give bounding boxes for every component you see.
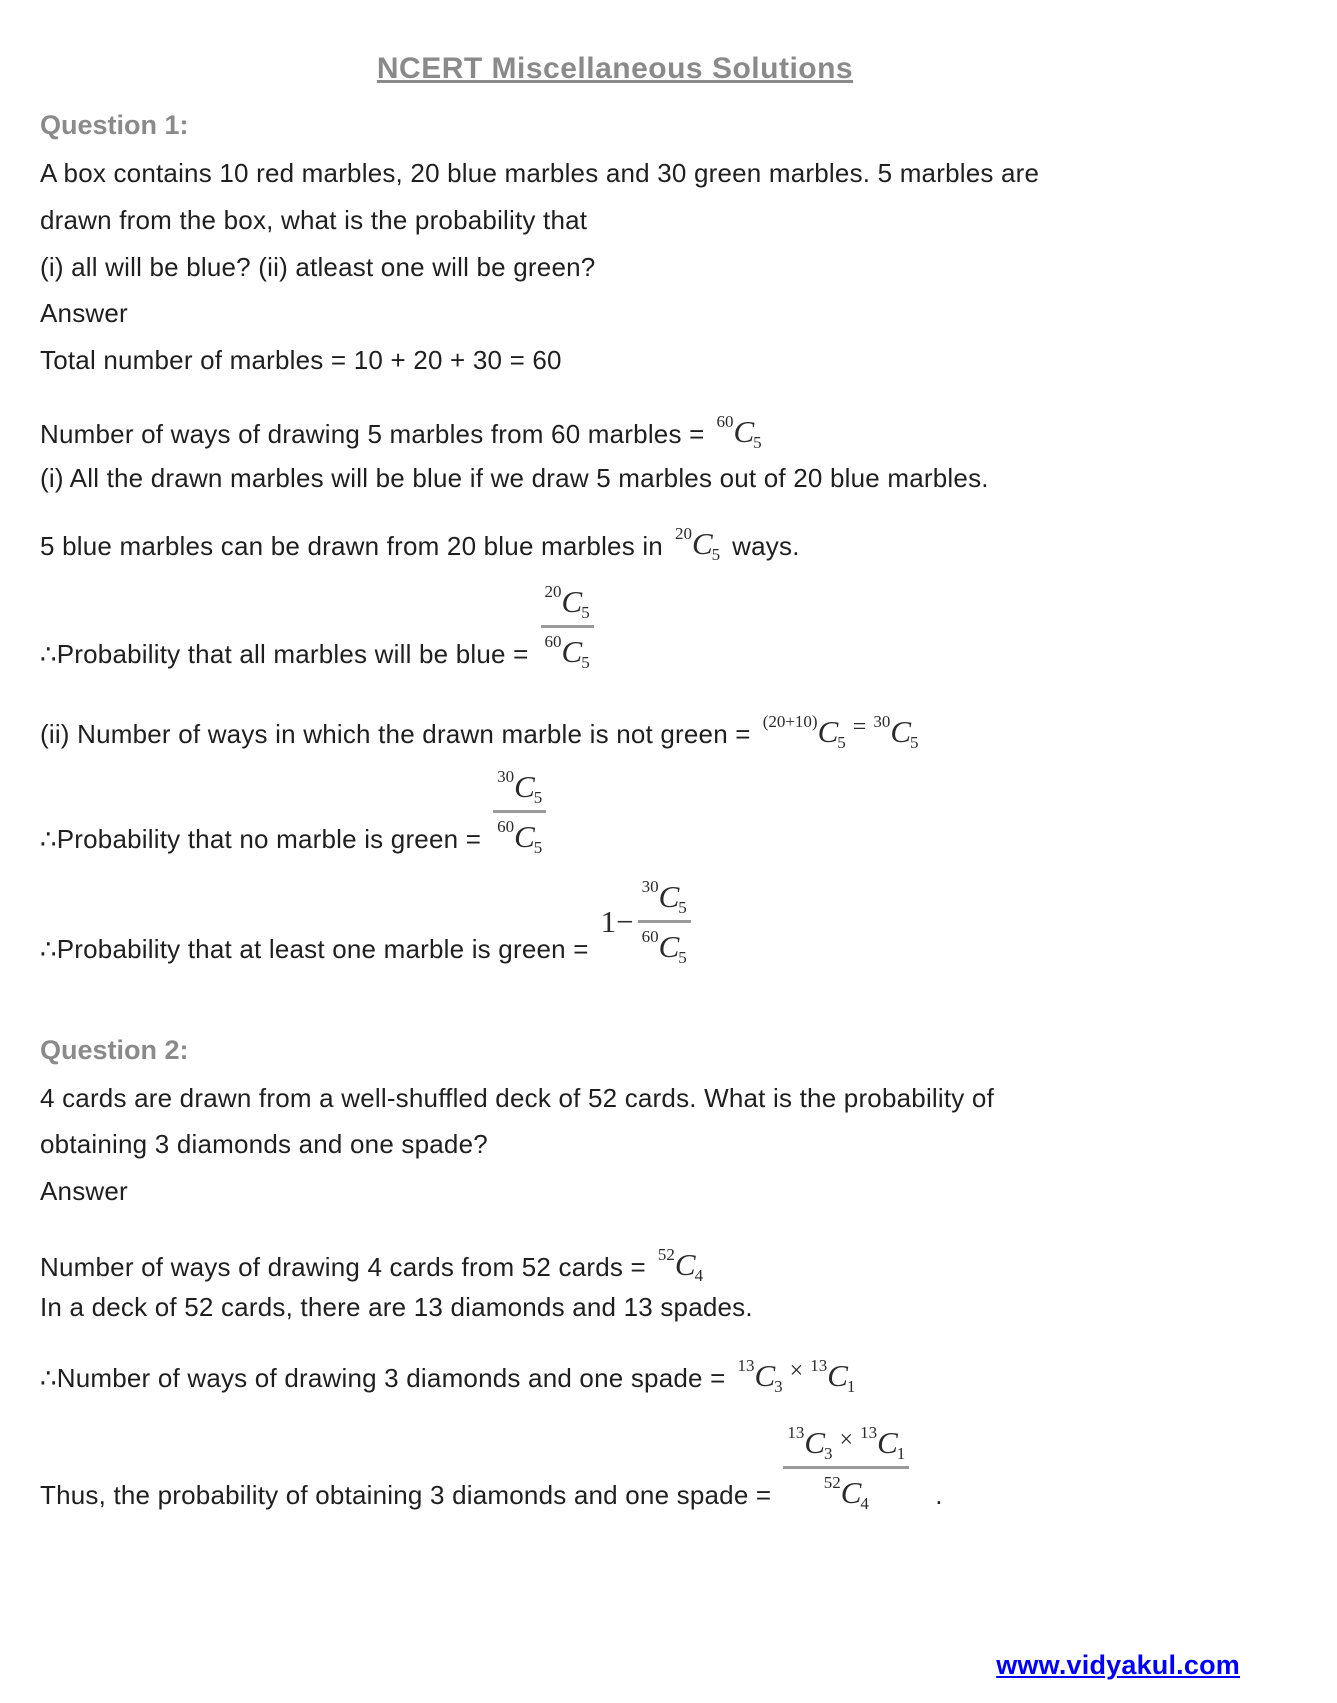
- formula-52C4: 52C4: [823, 1473, 869, 1513]
- fraction-bar: [541, 625, 594, 628]
- formula-30C5: 30C5: [497, 767, 543, 807]
- q2-deck-line: In a deck of 52 cards, there are 13 diamonds and 13 spades.: [40, 1292, 753, 1322]
- q2-body-line-2: obtaining 3 diamonds and one spade?: [40, 1129, 488, 1159]
- q2-thus-text: Thus, the probability of obtaining 3 diamonds and one spade =: [40, 1480, 772, 1510]
- formula-13C3-times-13C1: [737, 1357, 855, 1395]
- q2-draw-row: [40, 1337, 855, 1395]
- formula-13C1: 13C1: [860, 1423, 906, 1463]
- formula-30C5: 30C5: [873, 712, 919, 752]
- fraction-bar: [493, 810, 546, 813]
- formula-30C5: 30C5: [641, 877, 687, 917]
- q1-answer-label: Answer: [40, 298, 128, 328]
- q2-ways-row: [40, 1226, 703, 1284]
- times-sign: ×: [789, 1358, 804, 1384]
- question1-heading: Question 1:: [40, 110, 189, 140]
- q2-ways-text: Number of ways of drawing 4 cards from 52 cards =: [40, 1252, 646, 1282]
- formula-one-minus-fraction: [601, 878, 691, 966]
- q2-draw-text: ∴Number of ways of drawing 3 diamonds and one spade =: [40, 1363, 726, 1393]
- q1-total-marbles-line: Total number of marbles = 10 + 20 + 30 = 60: [40, 345, 562, 375]
- fraction-bar: [638, 920, 691, 923]
- fraction-30C5-over-60C5: [493, 768, 546, 856]
- formula-13C3: 13C3: [737, 1356, 783, 1396]
- vidyakul-link[interactable]: www.vidyakul.com: [996, 1650, 1240, 1680]
- times-sign: ×: [839, 1427, 854, 1453]
- q1-ways-text: Number of ways of drawing 5 marbles from 60 marbles =: [40, 419, 705, 449]
- q1-ways-row: [40, 393, 762, 451]
- q1-blue-draw-row: [40, 505, 800, 563]
- formula-20C5: 20C5: [544, 582, 590, 622]
- q1-prob-blue-text: ∴Probability that all marbles will be blue =: [40, 639, 529, 669]
- formula-60C5: 60C5: [641, 927, 687, 967]
- q1-prob-no-green-text: ∴Probability that no marble is green =: [40, 824, 482, 854]
- q2-thus-period: .: [935, 1480, 943, 1510]
- fraction-20C5-over-60C5: [541, 583, 594, 671]
- formula-20plus10-C5: (20+10)C5: [762, 712, 846, 752]
- q2-answer-label: Answer: [40, 1176, 128, 1206]
- page-title: NCERT Miscellaneous Solutions: [376, 52, 854, 85]
- q1-prob-least-green-text: ∴Probability that at least one marble is green =: [40, 934, 589, 964]
- one-minus: 1−: [600, 904, 634, 939]
- q1-body-line-1: A box contains 10 red marbles, 20 blue marbles and 30 green marbles. 5 marbles are: [40, 158, 1040, 188]
- formula-60C5: 60C5: [716, 412, 762, 452]
- formula-13C1: 13C1: [810, 1356, 856, 1396]
- fraction-30C5-over-60C5: [638, 878, 691, 966]
- fraction-bar: [783, 1466, 909, 1469]
- formula-60C5: 60C5: [497, 817, 543, 857]
- formula-13C3-times-13C1: [787, 1424, 905, 1462]
- q1-prob-no-green-row: [40, 768, 546, 856]
- q1-body-line-2: drawn from the box, what is the probability that: [40, 205, 588, 235]
- formula-52C4: 52C4: [657, 1245, 704, 1285]
- formula-20C5: 20C5: [674, 524, 721, 564]
- q1-prob-least-green-row: [40, 878, 691, 966]
- q1-prob-blue-row: [40, 583, 594, 671]
- q1-body-line-3: (i) all will be blue? (ii) atleast one will be green?: [40, 252, 596, 282]
- q2-body-line-1: 4 cards are drawn from a well-shuffled deck of 52 cards. What is the probability of: [40, 1083, 995, 1113]
- equals-sign: =: [852, 714, 867, 740]
- q1-all-blue-line: (i) All the drawn marbles will be blue if we draw 5 marbles out of 20 blue marbles.: [40, 463, 989, 493]
- formula-13C3: 13C3: [787, 1423, 833, 1463]
- fraction-13C3x13C1-over-52C4: [783, 1424, 909, 1512]
- q1-not-green-row: [40, 693, 919, 751]
- q1-blue-draw-suffix: ways.: [732, 531, 800, 561]
- q1-not-green-text: (ii) Number of ways in which the drawn marble is not green =: [40, 719, 751, 749]
- question2-heading: Question 2:: [40, 1035, 189, 1065]
- q1-blue-draw-text: 5 blue marbles can be drawn from 20 blue marbles in: [40, 531, 663, 561]
- formula-20plus10C5-equals-30C5: [763, 713, 919, 751]
- formula-60C5: 60C5: [544, 632, 590, 672]
- q2-thus-row: [40, 1416, 943, 1512]
